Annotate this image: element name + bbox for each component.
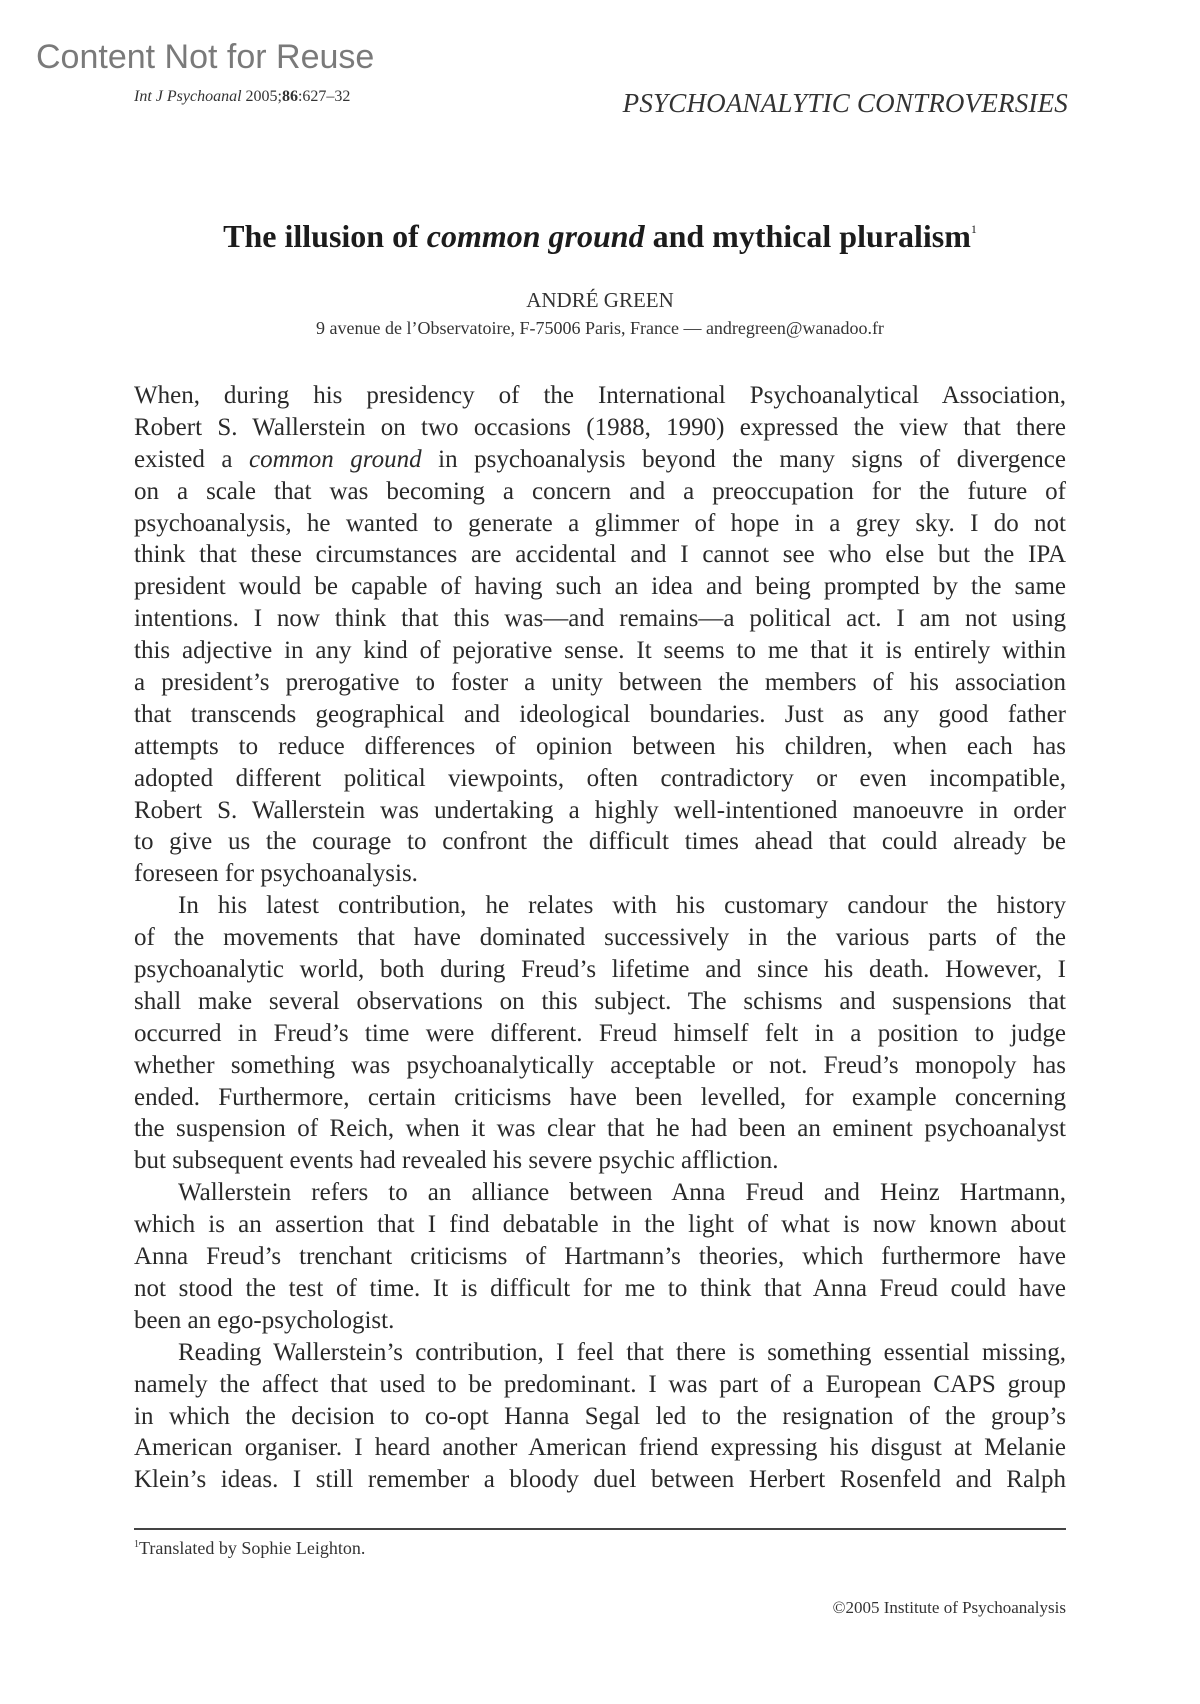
body-line: a president’s prerogative to foster a unity between the members of his association (134, 669, 1066, 697)
body-line: of the movements that have dominated successively in the various parts of the (134, 924, 1066, 952)
title-footnote-marker[interactable]: 1 (970, 222, 977, 236)
journal-volume: 86 (281, 88, 298, 105)
body-line: Reading Wallerstein’s contribution, I feel that there is something essential missing, (178, 1338, 1066, 1366)
journal-year: 2005; (245, 88, 282, 105)
body-line: existed a common ground in psychoanalysis beyond the many signs of divergence (134, 445, 1066, 473)
body-line: Anna Freud’s trenchant criticisms of Hartmann’s theories, which furthermore have (134, 1243, 1066, 1271)
body-line: Robert S. Wallerstein was undertaking a highly well-intentioned manoeuvre in order (134, 796, 1066, 824)
body-line: American organiser. I heard another American friend expressing his disgust at Melanie (134, 1434, 1066, 1462)
body-line: in which the decision to co-opt Hanna Segal led to the resignation of the group’s (134, 1402, 1066, 1430)
body-line: president would be capable of having such an idea and being prompted by the same (134, 573, 1066, 601)
body-line: namely the affect that used to be predominant. I was part of a European CAPS group (134, 1370, 1066, 1398)
emphasis-common-ground: common ground (249, 445, 422, 473)
copyright-notice: ©2005 Institute of Psychoanalysis (832, 1598, 1066, 1617)
article-body (134, 380, 1066, 1496)
body-line: shall make several observations on this subject. The schisms and suspensions that (134, 987, 1066, 1015)
author-affiliation: 9 avenue de l’Observatoire, F-75006 Paris, France — andregreen@wanadoo.fr (316, 318, 884, 338)
body-line: been an ego-psychologist. (134, 1306, 395, 1334)
body-line: on a scale that was becoming a concern and a preoccupation for the future of (134, 477, 1066, 505)
body-line: think that these circumstances are accidental and I cannot see who else but the IPA (134, 541, 1066, 569)
running-head: PSYCHOANALYTIC CONTROVERSIES (622, 88, 1068, 118)
body-line: which is an assertion that I find debatable in the light of what is now known about (134, 1211, 1066, 1239)
footnote-marker: 1 (134, 1539, 139, 1550)
body-line: whether something was psychoanalytically acceptable or not. Freud’s monopoly has (134, 1051, 1066, 1079)
footnote (134, 1538, 365, 1559)
article-title (0, 218, 1200, 255)
body-line: ended. Furthermore, certain criticisms have been levelled, for example concerning (134, 1083, 1066, 1111)
body-line: Klein’s ideas. I still remember a bloody duel between Herbert Rosenfeld and Ralph (134, 1466, 1066, 1494)
body-line: the suspension of Reich, when it was clear that he had been an eminent psychoanalyst (134, 1115, 1066, 1143)
body-line: When, during his presidency of the International Psychoanalytical Association, (134, 382, 1066, 409)
footnote-divider (134, 1528, 1066, 1530)
body-line: adopted different political viewpoints, often contradictory or even incompatible, (134, 764, 1066, 792)
body-line: occurred in Freud’s time were different. Freud himself felt in a position to judge (134, 1019, 1066, 1047)
body-line: but subsequent events had revealed his severe psychic affliction. (134, 1147, 779, 1175)
journal-name: Int J Psychoanal (134, 88, 242, 105)
body-line: not stood the test of time. It is difficult for me to think that Anna Freud could have (134, 1274, 1066, 1302)
title-text-start: The illusion of (223, 218, 427, 254)
body-line: this adjective in any kind of pejorative sense. It seems to me that it is entirely within (134, 637, 1066, 665)
title-text-italic: common ground (426, 218, 645, 254)
author-name: ANDRÉ GREEN (526, 288, 674, 312)
body-line: psychoanalysis, he wanted to generate a glimmer of hope in a grey sky. I do not (134, 509, 1066, 537)
journal-pages: :627–32 (297, 88, 351, 105)
body-line: foreseen for psychoanalysis. (134, 860, 418, 888)
body-line: In his latest contribution, he relates with his customary candour the history (178, 892, 1066, 920)
body-line: that transcends geographical and ideological boundaries. Just as any good father (134, 700, 1066, 728)
body-line: to give us the courage to confront the difficult times ahead that could already be (134, 828, 1066, 856)
body-line: psychoanalytic world, both during Freud’s lifetime and since his death. However, I (134, 956, 1066, 984)
body-line: Robert S. Wallerstein on two occasions (1988, 1990) expressed the view that there (134, 413, 1066, 441)
body-line: intentions. I now think that this was—and remains—a political act. I am not using (134, 605, 1066, 633)
watermark: Content Not for Reuse (36, 38, 375, 76)
title-text-end: and mythical pluralism (644, 218, 971, 254)
footnote-text: Translated by Sophie Leighton. (139, 1538, 366, 1558)
body-line: attempts to reduce differences of opinion between his children, when each has (134, 732, 1066, 760)
body-line: Wallerstein refers to an alliance between Anna Freud and Heinz Hartmann, (178, 1179, 1066, 1207)
journal-citation (134, 88, 350, 106)
